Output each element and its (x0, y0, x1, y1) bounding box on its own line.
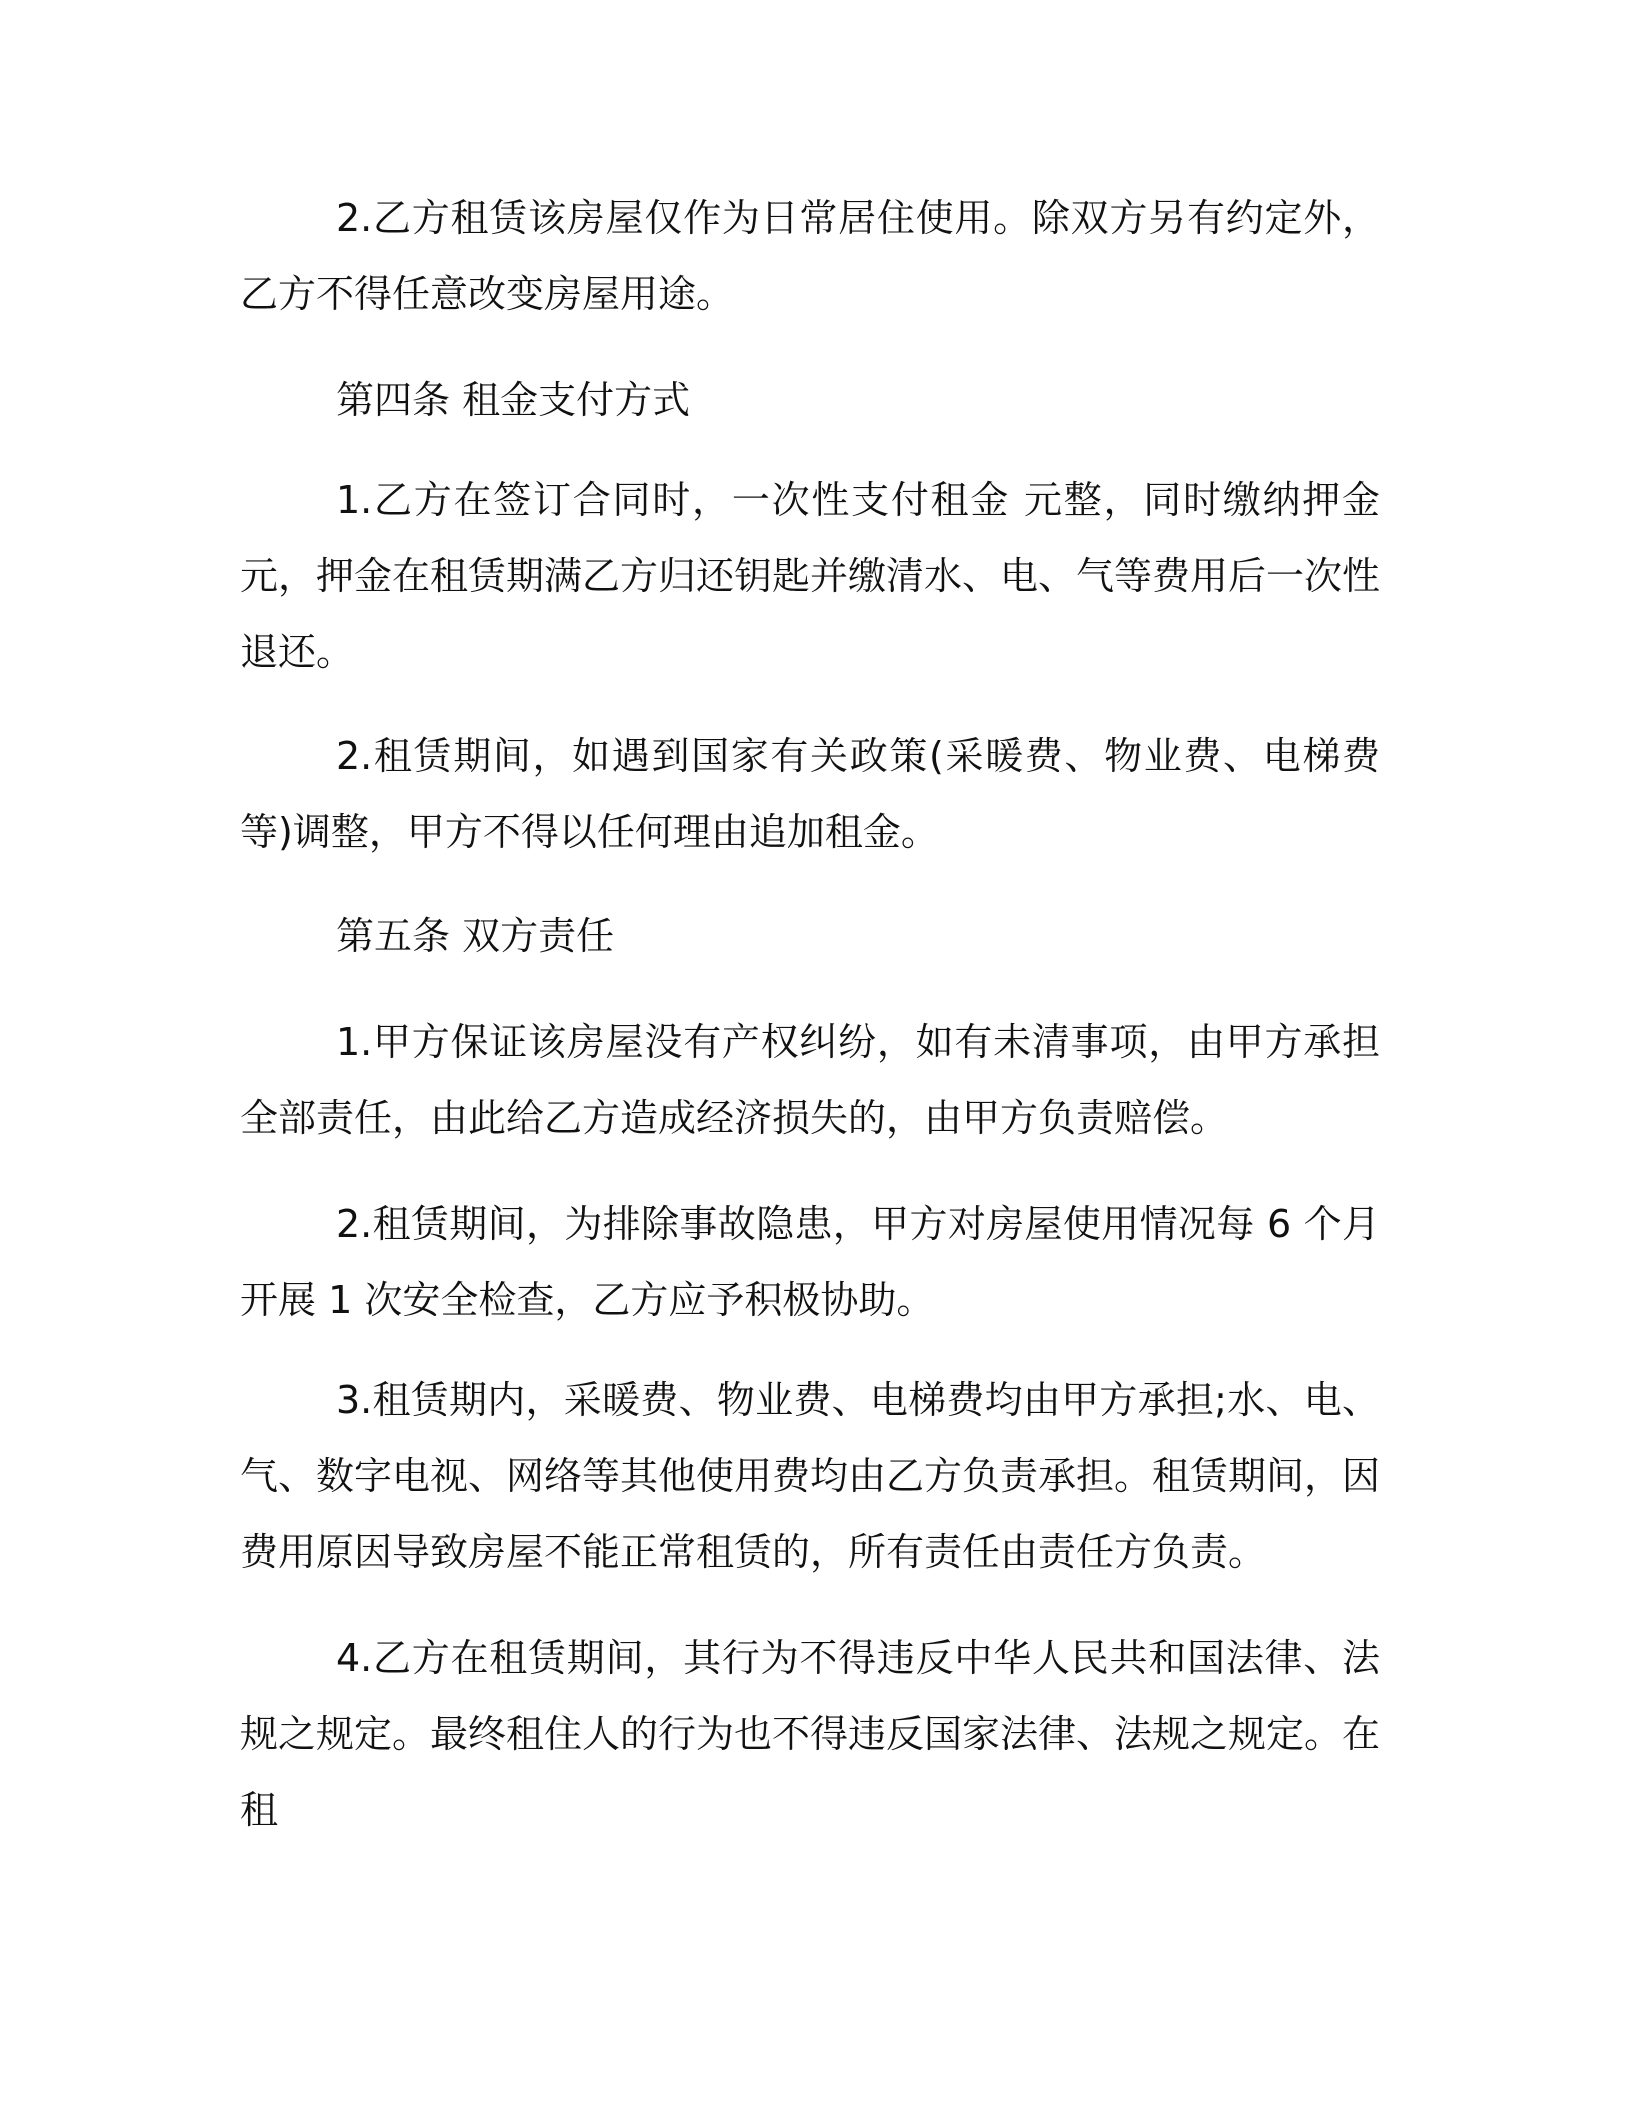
clause-5-item-4: 4.乙方在租赁期间，其行为不得违反中华人民共和国法律、法规之规定。最终租住人的行为也不得违反国家法律、法规之规定。在租 (240, 1636, 1381, 1832)
article-4-heading: 第四条 租金支付方式 (336, 378, 691, 422)
clause-5-item-2: 2.租赁期间，为排除事故隐患，甲方对房屋使用情况每 6 个月开展 1 次安全检查，乙方应予积极协助。 (240, 1202, 1380, 1322)
clause-3-item-2: 2.乙方租赁该房屋仅作为日常居住使用。除双方另有约定外，乙方不得任意改变房屋用途。 (240, 196, 1380, 316)
clause-4-item-1: 1.乙方在签订合同时，一次性支付租金 元整，同时缴纳押金 元，押金在租赁期满乙方归还钥匙并缴清水、电、气等费用后一次性退还。 (240, 478, 1381, 674)
document-page (240, 0, 1380, 2112)
clause-4-item-2: 2.租赁期间，如遇到国家有关政策(采暖费、物业费、电梯费等)调整，甲方不得以任何理由追加租金。 (240, 734, 1380, 854)
article-5-heading: 第五条 双方责任 (336, 914, 615, 958)
clause-5-item-1: 1.甲方保证该房屋没有产权纠纷，如有未清事项，由甲方承担全部责任，由此给乙方造成经济损失的，由甲方负责赔偿。 (240, 1020, 1380, 1140)
clause-5-item-3: 3.租赁期内，采暖费、物业费、电梯费均由甲方承担;水、电、气、数字电视、网络等其他使用费均由乙方负责承担。租赁期间，因费用原因导致房屋不能正常租赁的，所有责任由责任方负责。 (240, 1378, 1381, 1574)
